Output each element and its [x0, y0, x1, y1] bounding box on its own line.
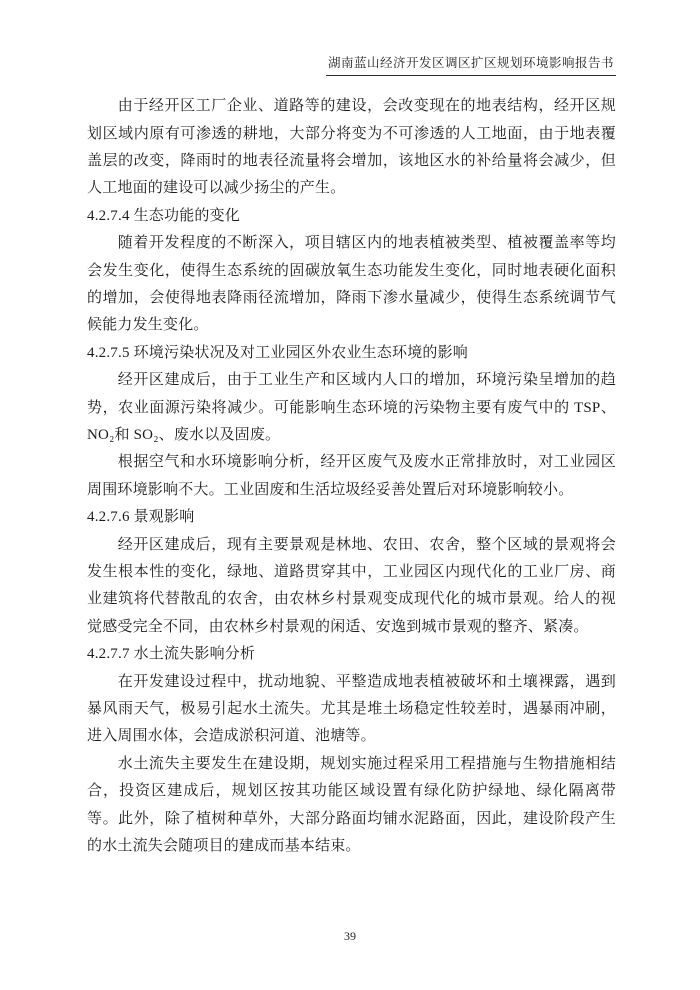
paragraph-soil-erosion-measures: 水土流失主要发生在建设期，规划实施过程采用工程措施与生物措施相结合，投资区建成后，规划区按其功能区域设置有绿化防护绿地、绿化隔离带等。此外，除了植树种草外，大部分路面均铺水泥路面，因此，建设阶段产生的水土流失会随项目的建成而基本结束。	[87, 755, 616, 855]
page-number: 39	[344, 929, 356, 943]
section-heading-4-2-7-7: 4.2.7.7 水土流失影响分析	[87, 646, 256, 663]
paragraph-surface-structure: 由于经开区工厂企业、道路等的建设，会改变现在的地表结构，经开区规划区域内原有可渗透的耕地，大部分将变为不可渗透的人工地面，由于地表覆盖层的改变，降雨时的地表径流量将会增加，该地区水的补给量将会减少，但人工地面的建设可以减少扬尘的产生。	[87, 98, 616, 197]
paragraph-landscape-impact: 经开区建成后，现有主要景观是林地、农田、农舍，整个区域的景观将会发生根本性的变化，绿地、道路贯穿其中，工业园区内现代化的工业厂房、商业建筑将代替散乱的农舍，由农林乡村景观变成现代化的城市景观。给人的视觉感受完全不同，由农林乡村景观的闲适、安逸到城市景观的整齐、紧凑。	[87, 536, 616, 635]
paragraph-soil-erosion-cause: 在开发建设过程中，扰动地貌、平整造成地表植被破坏和土壤裸露，遇到暴风雨天气，极易引起水土流失。尤其是堆土场稳定性较差时，遇暴雨冲刷，进入周围水体，会造成淤积河道、池塘等。	[87, 673, 616, 745]
section-heading-4-2-7-4: 4.2.7.4 生态功能的变化	[87, 207, 241, 224]
paragraph-eco-function: 随着开发程度的不断深入，项目辖区内的地表植被类型、植被覆盖率等均会发生变化，使得生态系统的固碳放氧生态功能发生变化，同时地表硬化面积的增加，会使得地表降雨径流增加，降雨下渗水量减少，使得生态系统调节气候能力发生变化。	[87, 235, 616, 334]
page-header	[87, 54, 616, 76]
section-heading-4-2-7-6: 4.2.7.6 景观影响	[87, 509, 195, 526]
paragraph-air-water-analysis: 根据空气和水环境影响分析，经开区废气及废水正常排放时，对工业园区周围环境影响不大。工业固废和生活垃圾经妥善处置后对环境影响较小。	[87, 454, 616, 498]
page-footer	[0, 929, 700, 944]
document-body	[87, 93, 616, 860]
section-heading-4-2-7-5: 4.2.7.5 环境污染状况及对工业园区外农业生态环境的影响	[87, 344, 469, 361]
report-header-title: 湖南蓝山经济开发区调区扩区规划环境影响报告书	[326, 54, 616, 76]
paragraph-pollution-status: 经开区建成后，由于工业生产和区域内人口的增加，环境污染呈增加的趋势，农业面源污染将减少。可能影响生态环境的污染物主要有废气中的 TSP、NO₂和 SO₂、废水以及固废。	[87, 372, 616, 443]
